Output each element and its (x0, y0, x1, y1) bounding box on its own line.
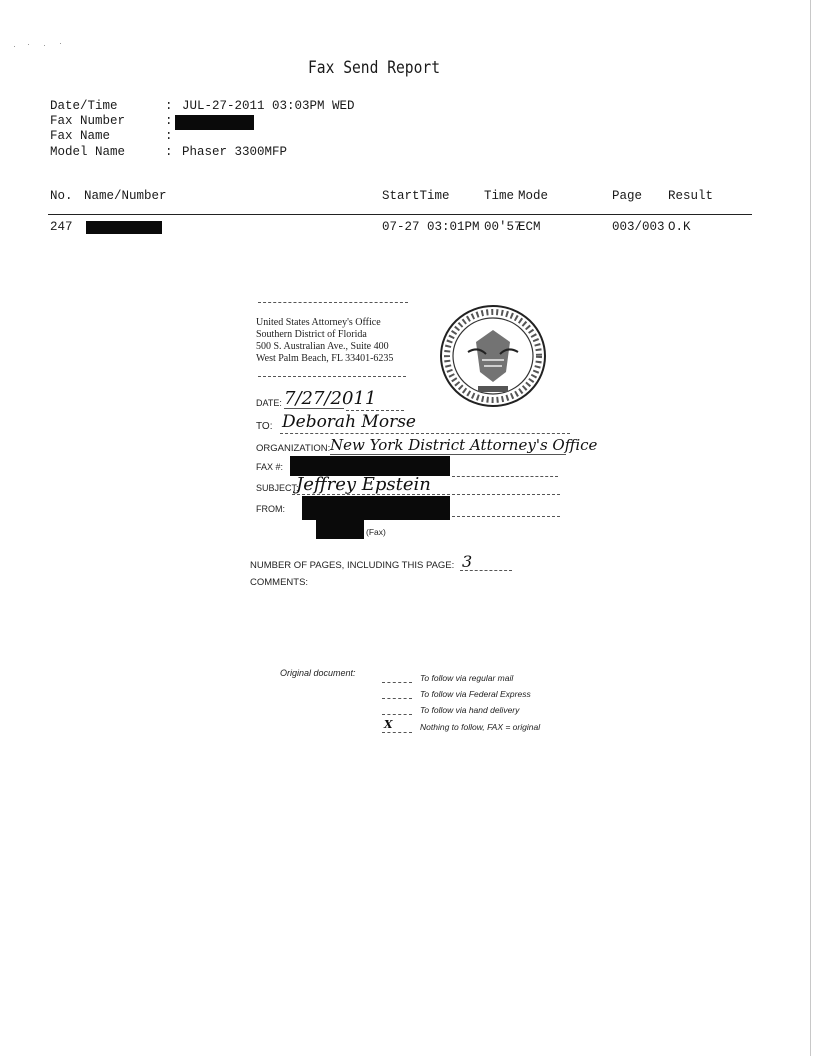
pages-underline (460, 570, 512, 571)
column-header-time: Time (484, 189, 515, 203)
row-result: O.K (668, 220, 691, 234)
option-nothing-to-follow: Nothing to follow, FAX = original (420, 722, 541, 732)
organization-underline (330, 454, 566, 455)
field-label-fax-name: Fax Name (50, 129, 111, 143)
option-federal-express: To follow via Federal Express (420, 689, 531, 699)
to-underline (280, 433, 570, 434)
column-header-name-number: Name/Number (84, 189, 167, 203)
doj-seal-icon (438, 302, 548, 410)
date-underline (284, 408, 344, 409)
option-blank-line (382, 682, 412, 683)
column-header-mode: Mode (518, 189, 549, 203)
table-header-rule (48, 214, 752, 215)
to-label: TO: (256, 421, 273, 432)
column-header-page: Page (612, 189, 643, 203)
cover-top-dashes (258, 302, 408, 303)
office-dashes (258, 376, 406, 377)
from-dashes (452, 516, 560, 517)
comments-label: COMMENTS: (250, 577, 309, 588)
scan-speck (44, 45, 45, 46)
subject-label: SUBJECT: (256, 483, 299, 493)
row-start-time: 07-27 03:01PM (382, 220, 480, 234)
office-line-1: United States Attorney's Office (256, 317, 381, 328)
row-page: 003/003 (612, 220, 665, 234)
scan-speck (14, 46, 15, 47)
column-header-no: No. (50, 189, 73, 203)
page-edge-line (810, 0, 811, 1056)
report-title: Fax Send Report (307, 58, 441, 78)
fax-label: FAX #: (256, 462, 284, 472)
row-no: 247 (50, 220, 73, 234)
option-regular-mail: To follow via regular mail (420, 673, 514, 683)
redaction-fax-number (175, 115, 254, 130)
row-time: 00'57 (484, 220, 522, 234)
original-document-label: Original document: (280, 668, 356, 678)
field-label-model-name: Model Name (50, 145, 126, 159)
organization-value: New York District Attorney's Office (330, 436, 598, 454)
field-colon: : (165, 99, 173, 113)
pages-value: 3 (462, 552, 473, 571)
field-colon: : (165, 129, 173, 143)
organization-label: ORGANIZATION: (256, 443, 331, 454)
from-label: FROM: (256, 504, 285, 514)
from-fax-suffix: (Fax) (366, 527, 386, 537)
office-line-3: 500 S. Australian Ave., Suite 400 (256, 341, 389, 352)
field-value-datetime: JUL-27-2011 03:03PM WED (182, 99, 355, 113)
column-header-start-time: StartTime (382, 189, 450, 203)
date-value: 7/27/2011 (284, 388, 377, 409)
date-dashes (346, 410, 404, 411)
field-value-model-name: Phaser 3300MFP (182, 145, 288, 159)
option-blank-line (382, 714, 412, 715)
option-selected-mark: X (384, 718, 393, 731)
option-hand-delivery: To follow via hand delivery (420, 705, 520, 715)
office-line-2: Southern District of Florida (256, 329, 367, 340)
column-header-result: Result (668, 189, 714, 203)
pages-label: NUMBER OF PAGES, INCLUDING THIS PAGE: (250, 560, 455, 571)
redaction-from-number (316, 519, 364, 539)
redaction-fax-field (290, 456, 450, 476)
scan-speck (60, 43, 61, 44)
redaction-name-number (86, 221, 162, 234)
subject-value: Jeffrey Epstein (296, 474, 431, 495)
field-colon: : (165, 145, 173, 159)
option-blank-line (382, 698, 412, 699)
date-label: DATE: (256, 398, 282, 408)
fax-dashes (452, 476, 558, 477)
office-line-4: West Palm Beach, FL 33401-6235 (256, 353, 394, 364)
field-label-fax-number: Fax Number (50, 114, 126, 128)
to-value: Deborah Morse (282, 412, 416, 432)
subject-underline (292, 494, 560, 495)
redaction-from-name (302, 496, 450, 520)
field-label-datetime: Date/Time (50, 99, 118, 113)
scan-speck (28, 44, 29, 45)
row-mode: ECM (518, 220, 541, 234)
option-blank-line (382, 732, 412, 733)
field-colon: : (165, 114, 173, 128)
